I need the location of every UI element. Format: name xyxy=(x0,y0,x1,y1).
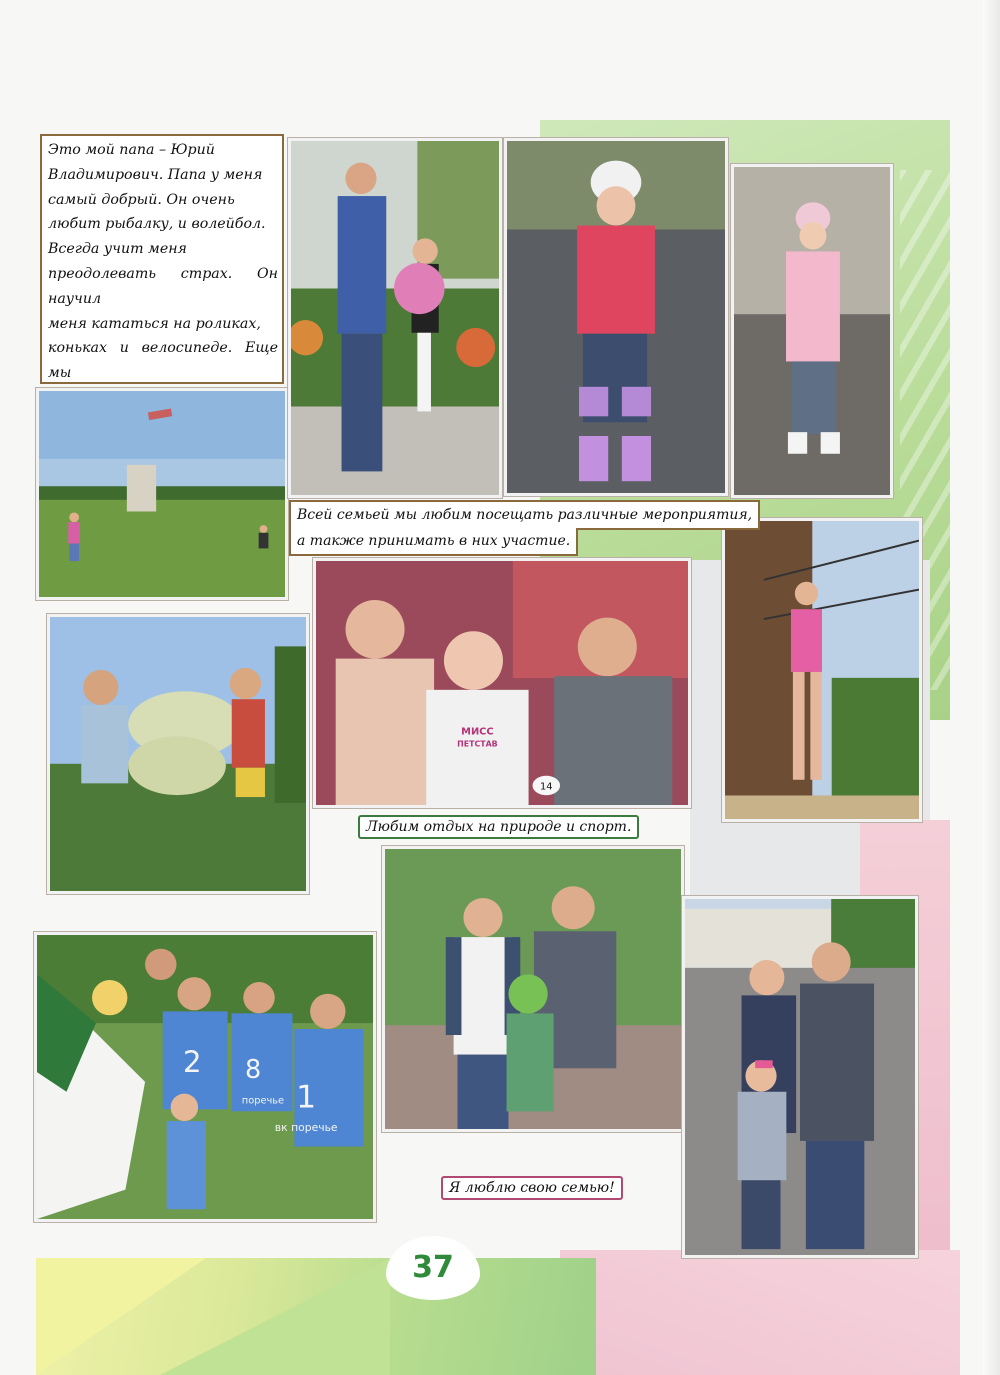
text-line: преодолевать страх. Он научил xyxy=(48,265,278,307)
tshirt-text: МИСС xyxy=(461,726,494,738)
roller-skates-illustration xyxy=(507,141,725,493)
caption-events-line2: а также принимать в них участие. xyxy=(289,528,578,556)
background-pink-bottom xyxy=(560,1250,960,1375)
dad-daughter-illustration xyxy=(291,141,499,495)
caption-love-family: Я люблю свою семью! xyxy=(441,1176,623,1200)
kite-field-illustration xyxy=(39,391,285,597)
photo-family-color-festival xyxy=(382,846,684,1132)
family-portrait-illustration xyxy=(316,561,688,805)
photo-pillow-fight xyxy=(47,614,309,894)
background-bottom-triangle-2 xyxy=(160,1258,390,1375)
pillow-fight-illustration xyxy=(50,617,306,891)
text-line: коньках и велосипеде. Еще мы xyxy=(48,340,278,382)
dad-description-text xyxy=(40,134,284,384)
badge-number: 14 xyxy=(540,781,553,793)
jersey-team-short: поречье xyxy=(241,1095,285,1107)
jersey-number-1: 1 xyxy=(296,1079,317,1116)
text-line: Владимирович. Папа у меня xyxy=(48,166,263,183)
photo-girl-ice-skates xyxy=(731,164,893,498)
caption-nature-sport: Любим отдых на природе и спорт. xyxy=(358,815,639,839)
caption-events-line1: Всей семьей мы любим посещать различные мероприятия, xyxy=(289,500,760,530)
photo-family-town-square xyxy=(682,896,918,1258)
volleyball-team-illustration xyxy=(37,935,373,1219)
photo-dad-daughter-flowers xyxy=(288,138,502,498)
text-line: меня кататься на роликах, xyxy=(48,315,261,332)
ice-skates-illustration xyxy=(734,167,890,495)
town-square-illustration xyxy=(685,899,915,1255)
jersey-team-name: вк поречье xyxy=(274,1120,338,1134)
jersey-number-2: 2 xyxy=(182,1045,202,1080)
photo-family-portrait xyxy=(313,558,691,808)
photo-girl-roller-skates xyxy=(504,138,728,496)
rope-park-illustration xyxy=(725,521,919,819)
tshirt-subtext: ПЕТСТАВ xyxy=(457,739,498,749)
photo-kite-field xyxy=(36,388,288,600)
jersey-number-8: 8 xyxy=(245,1055,262,1085)
text-line: самый добрый. Он очень xyxy=(48,191,235,208)
text-line: Всегда учит меня xyxy=(48,241,187,258)
page-number: 37 xyxy=(386,1236,480,1300)
color-festival-illustration xyxy=(385,849,681,1129)
photo-girl-rope-park xyxy=(722,518,922,822)
photo-volleyball-team xyxy=(34,932,376,1222)
text-line: Это мой папа – Юрий xyxy=(48,142,215,158)
scan-edge xyxy=(982,0,1000,1375)
text-line: любит рыбалку, и волейбол. xyxy=(48,216,266,233)
